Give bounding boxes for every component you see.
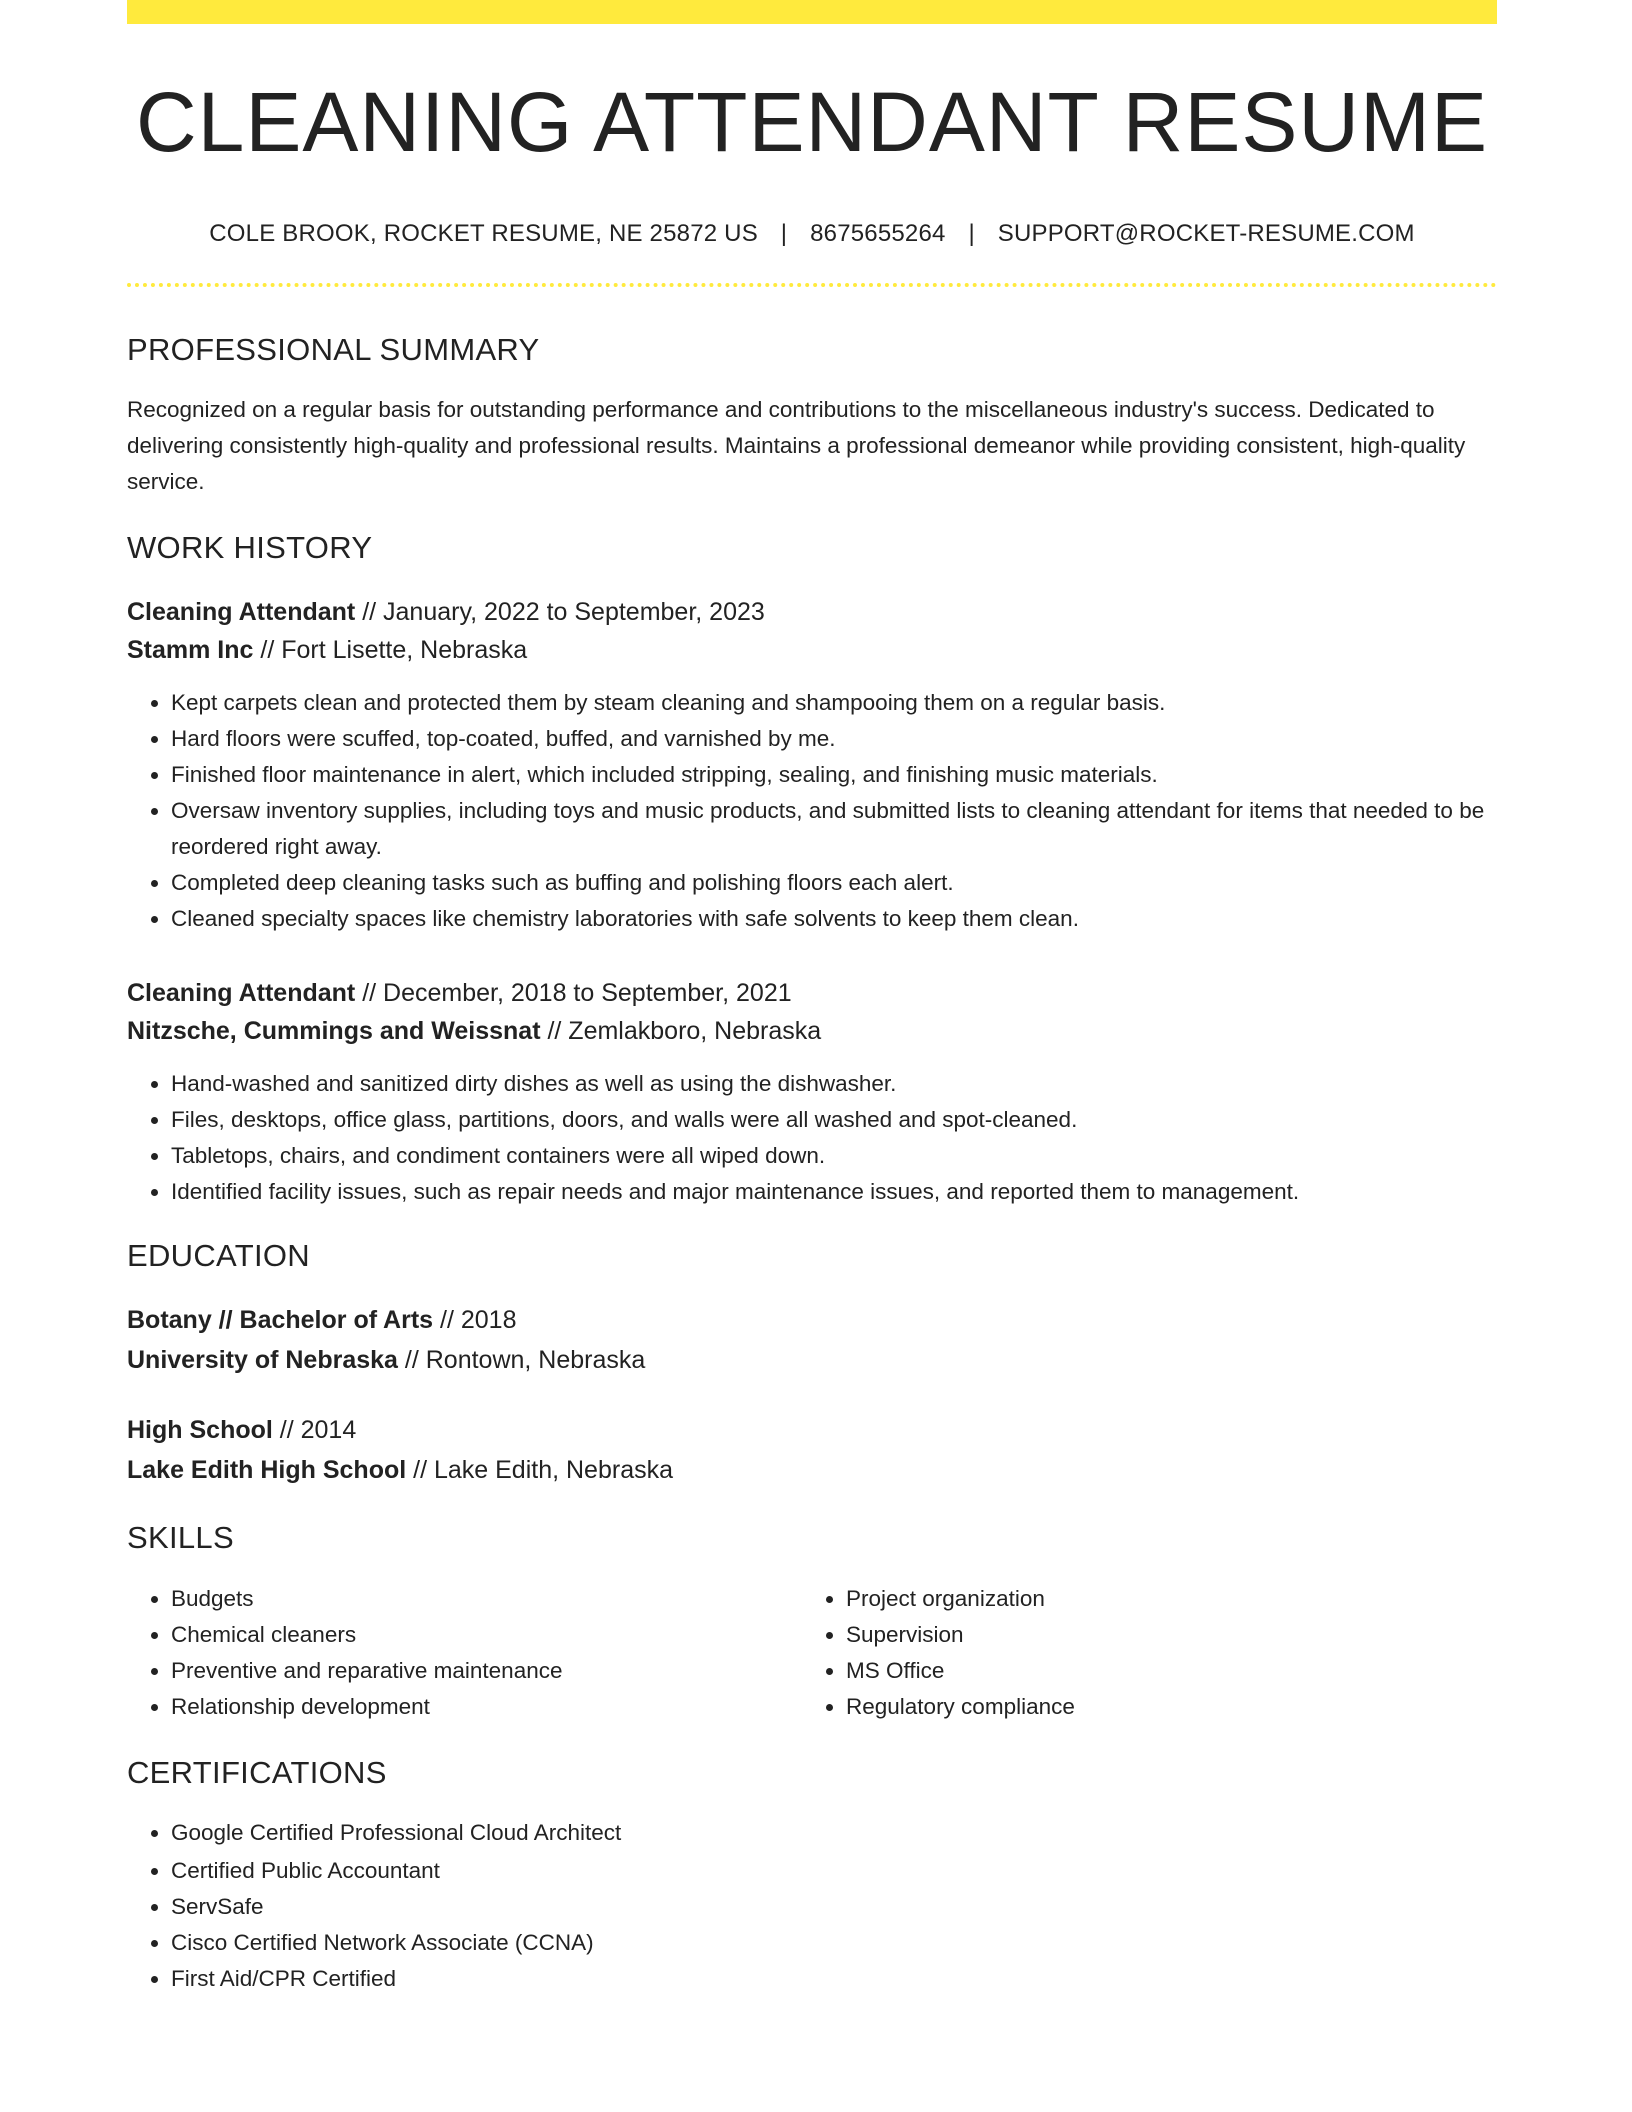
contact-phone: 8675655264 xyxy=(810,220,946,247)
list-item: • Files, desktops, office glass, partitions, doors, and walls were all washed and spot-cleaned. xyxy=(171,1102,1497,1138)
job-title-line xyxy=(127,593,1497,631)
job-company-line xyxy=(127,1012,1497,1050)
skills-grid xyxy=(127,1581,1497,1725)
list-item: • Identified facility issues, such as repair needs and major maintenance issues, and reported them to management. xyxy=(171,1174,1497,1210)
list-item: • First Aid/CPR Certified xyxy=(171,1961,1497,1997)
list-item: • Hand-washed and sanitized dirty dishes as well as using the dishwasher. xyxy=(171,1066,1497,1102)
education-location: // Lake Edith, Nebraska xyxy=(406,1456,673,1485)
dotted-divider xyxy=(127,283,1497,287)
list-item: • Hard floors were scuffed, top-coated, buffed, and varnished by me. xyxy=(171,721,1497,757)
job-title-line xyxy=(127,974,1497,1012)
job-dates: // December, 2018 to September, 2021 xyxy=(355,979,792,1008)
list-item: • Cisco Certified Network Associate (CCNA) xyxy=(171,1925,1497,1961)
list-item: • Google Certified Professional Cloud Architect xyxy=(171,1815,1497,1851)
education-degree: Botany // Bachelor of Arts xyxy=(127,1306,434,1335)
list-item: • MS Office xyxy=(846,1653,1477,1689)
skills-list-right xyxy=(802,1581,1477,1725)
job-entry xyxy=(127,593,1497,937)
list-item: • ServSafe xyxy=(171,1889,1497,1925)
list-item: • Oversaw inventory supplies, including toys and music products, and submitted lists to cleaning attendant for items that needed to be reordered right away. xyxy=(171,793,1497,865)
summary-heading: PROFESSIONAL SUMMARY xyxy=(127,331,540,367)
job-company: Nitzsche, Cummings and Weissnat xyxy=(127,1017,541,1046)
education-entry xyxy=(127,1410,1497,1490)
list-item: • Preventive and reparative maintenance xyxy=(171,1653,802,1689)
resume-page xyxy=(127,0,1497,1997)
certifications-heading: CERTIFICATIONS xyxy=(127,1754,387,1790)
job-entry xyxy=(127,974,1497,1210)
top-accent-bar xyxy=(127,0,1497,24)
job-dates: // January, 2022 to September, 2023 xyxy=(355,598,765,627)
list-item: • Relationship development xyxy=(171,1689,802,1725)
contact-email: SUPPORT@ROCKET-RESUME.COM xyxy=(997,220,1415,247)
education-school: Lake Edith High School xyxy=(127,1456,407,1485)
education-entry xyxy=(127,1300,1497,1380)
certifications-list xyxy=(127,1815,1497,1997)
contact-address: COLE BROOK, ROCKET RESUME, NE 25872 US xyxy=(209,220,758,247)
list-item: • Project organization xyxy=(846,1581,1477,1617)
education-degree-line xyxy=(127,1410,1497,1450)
education-heading: EDUCATION xyxy=(127,1238,310,1274)
education-degree: High School xyxy=(127,1416,273,1445)
contact-separator: | xyxy=(968,220,975,247)
education-year: // 2014 xyxy=(272,1416,357,1445)
list-item: • Tabletops, chairs, and condiment containers were all wiped down. xyxy=(171,1138,1497,1174)
job-location: // Fort Lisette, Nebraska xyxy=(253,636,528,665)
job-bullets xyxy=(127,1066,1497,1210)
education-school-line xyxy=(127,1450,1497,1490)
contact-line xyxy=(127,220,1497,249)
list-item: • Cleaned specialty spaces like chemistry laboratories with safe solvents to keep them clean. xyxy=(171,901,1497,937)
list-item: • Kept carpets clean and protected them by steam cleaning and shampooing them on a regular basis. xyxy=(171,685,1497,721)
education-degree-line xyxy=(127,1300,1497,1340)
skills-list-left xyxy=(127,1581,802,1725)
education-school-line xyxy=(127,1340,1497,1380)
contact-separator: | xyxy=(780,220,788,247)
list-item: • Certified Public Accountant xyxy=(171,1853,1497,1889)
education-location: // Rontown, Nebraska xyxy=(397,1346,646,1375)
job-company-line xyxy=(127,631,1497,669)
job-bullets xyxy=(127,685,1497,937)
work-history-heading: WORK HISTORY xyxy=(127,529,373,565)
job-title: Cleaning Attendant xyxy=(127,598,356,627)
job-title: Cleaning Attendant xyxy=(127,979,356,1008)
job-company: Stamm Inc xyxy=(127,636,254,665)
list-item: • Supervision xyxy=(846,1617,1477,1653)
list-item: • Regulatory compliance xyxy=(846,1689,1477,1725)
skills-heading: SKILLS xyxy=(127,1520,234,1556)
list-item: • Finished floor maintenance in alert, which included stripping, sealing, and finishing music materials. xyxy=(171,757,1497,793)
list-item: • Completed deep cleaning tasks such as buffing and polishing floors each alert. xyxy=(171,865,1497,901)
education-year: // 2018 xyxy=(433,1306,517,1335)
list-item: • Budgets xyxy=(171,1581,802,1617)
list-item: • Chemical cleaners xyxy=(171,1617,802,1653)
resume-title: CLEANING ATTENDANT RESUME xyxy=(135,75,1489,169)
job-location: // Zemlakboro, Nebraska xyxy=(540,1017,822,1046)
summary-text: Recognized on a regular basis for outstanding performance and contributions to the miscellaneous industry's success. Dedicated to delivering consistently high-quality and professional results. Maintains a professional demeanor while providing consistent, high-quality service. xyxy=(127,396,1466,494)
education-school: University of Nebraska xyxy=(127,1346,398,1375)
